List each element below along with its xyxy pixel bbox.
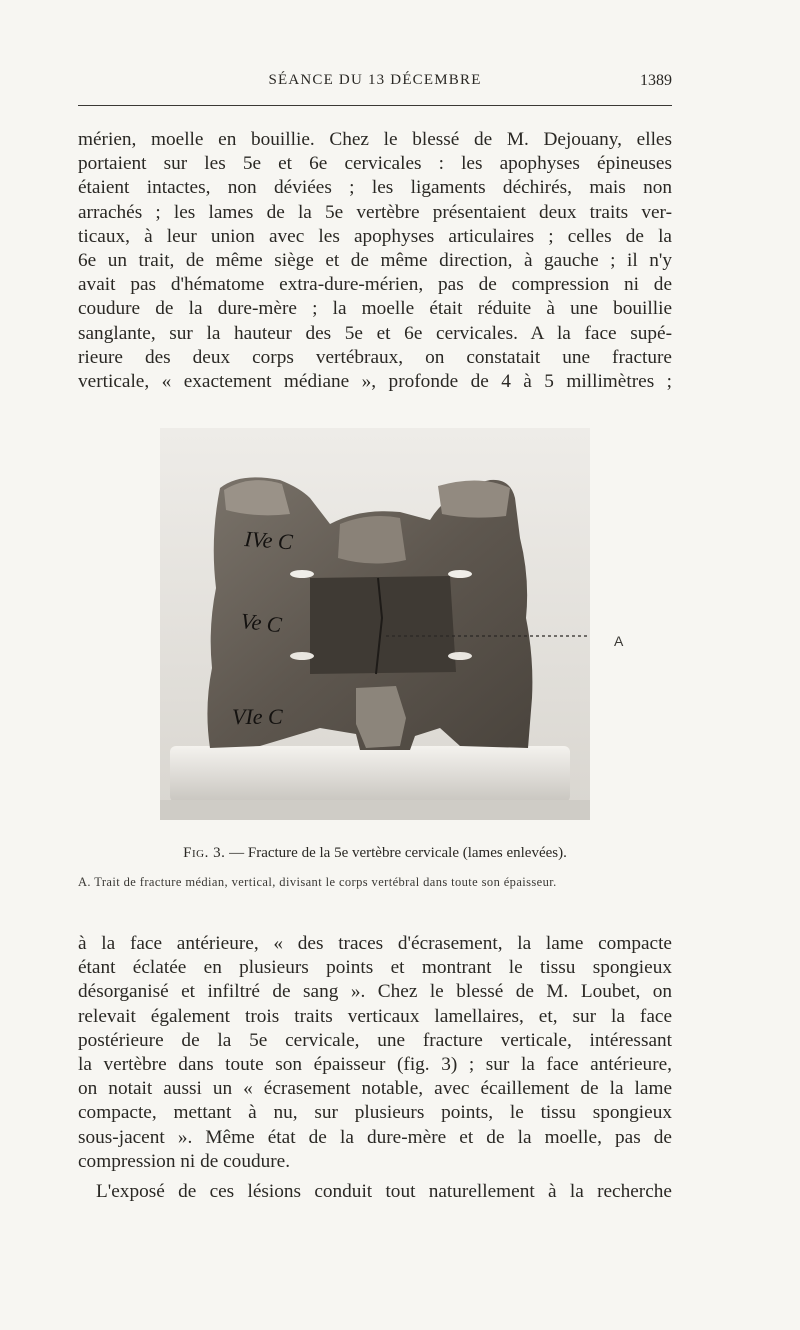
text-line: L'exposé de ces lésions conduit tout naturellement à la recherche — [96, 1181, 672, 1202]
paragraph-1 — [78, 128, 672, 394]
text-line: on notait aussi un « écrasement notable, avec écaillement de la lame — [78, 1078, 672, 1100]
text-line: coudure de la dure-mère ; la moelle était réduite à une bouillie — [78, 298, 672, 320]
text-line: rieure des deux corps vertébraux, on constatait une fracture — [78, 346, 672, 368]
text-line: la vertèbre dans toute son épaisseur (fig. 3) ; sur la face antérieure, — [78, 1054, 672, 1076]
text-line: étant éclatée en plusieurs points et montrant le tissu spongieux — [78, 957, 672, 979]
text-line: relevait également trois traits verticaux lamellaires, et, sur la face — [78, 1005, 672, 1027]
label-sixth-vertebra: VIe C — [232, 704, 283, 729]
text-line: étaient intactes, non déviées ; les ligaments déchirés, mais non — [78, 177, 672, 199]
text-line: à la face antérieure, « des traces d'écrasement, la lame compacte — [78, 933, 672, 954]
figure-legend: A. Trait de fracture médian, vertical, divisant le corps vertébral dans toute son épaisseur. — [78, 875, 557, 889]
header-rule — [78, 105, 672, 106]
figure-caption — [78, 845, 672, 862]
text-line: sanglante, sur la hauteur des 5e et 6e cervicales. A la face supé- — [78, 322, 672, 344]
text-line: compacte, mettant à nu, sur plusieurs points, le tissu spongieux — [78, 1102, 672, 1124]
label-fourth-vertebra: IVe C — [243, 526, 294, 555]
paragraph-3 — [78, 1180, 672, 1204]
text-line: mérien, moelle en bouillie. Chez le blessé de M. Dejouany, elles — [78, 129, 672, 150]
figure-number: Fig. 3. — [183, 845, 226, 861]
vertebra-photograph — [160, 428, 590, 820]
text-line: ticaux, à leur union avec les apophyses articulaires ; celles de la — [78, 225, 672, 247]
text-line: postérieure de la 5e cervicale, une fracture verticale, intéressant — [78, 1029, 672, 1051]
label-fifth-vertebra: Ve C — [239, 608, 283, 638]
text-line: sous-jacent ». Même état de la dure-mère et de la moelle, pas de — [78, 1126, 672, 1148]
paragraph-2 — [78, 932, 672, 1174]
vertebra-illustration — [160, 428, 590, 820]
running-title: SÉANCE DU 13 DÉCEMBRE — [268, 72, 482, 88]
fracture-marker-label: A — [614, 633, 624, 649]
text-line: portaient sur les 5e et 6e cervicales : les apophyses épineuses — [78, 153, 672, 175]
text-line: arrachés ; les lames de la 5e vertèbre présentaient deux traits ver- — [78, 201, 672, 223]
text-line: 6e un trait, de même siège et de même direction, à gauche ; il n'y — [78, 250, 672, 272]
page-number: 1389 — [640, 72, 672, 89]
caption-text: — Fracture de la 5e vertèbre cervicale (lames enlevées). — [225, 845, 567, 861]
text-line: compression ni de coudure. — [78, 1150, 291, 1172]
text-line: avait pas d'hématome extra-dure-mérien, pas de compression ni de — [78, 274, 672, 296]
text-line: désorganisé et infiltré de sang ». Chez le blessé de M. Loubet, on — [78, 981, 672, 1003]
text-line: verticale, « exactement médiane », profonde de 4 à 5 millimètres ; — [78, 371, 672, 393]
running-header — [78, 72, 672, 96]
